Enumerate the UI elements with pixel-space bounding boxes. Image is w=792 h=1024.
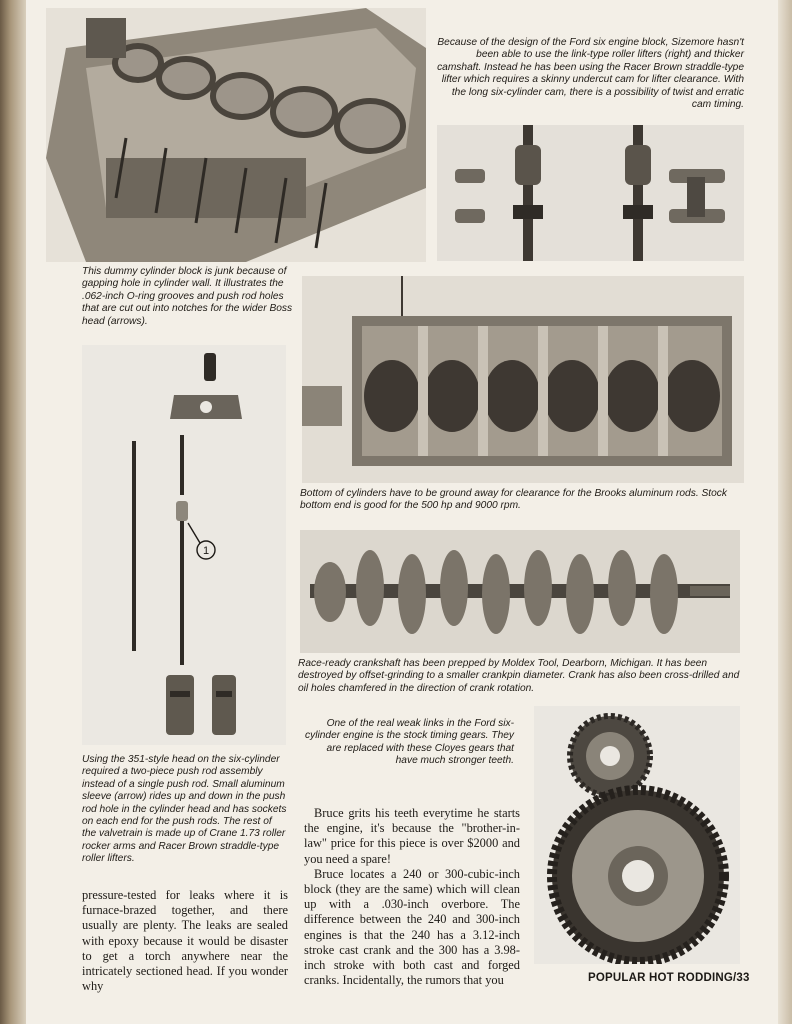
photo-cylinder-bottoms	[302, 276, 744, 483]
caption-timing-gears: One of the real weak links in the Ford six-cylinder engine is the stock timing gears. They are replaced with these Cloyes gears that have much stronger teeth.	[305, 718, 514, 767]
caption-lifters: Because of the design of the Ford six engine block, Sizemore hasn't been able to use the link-type roller lifters (right) and thicker camshaft. Instead he has been using the Racer Brown straddle-type lifter which requires a skinny undercut cam for lifter clearance. With the long six-cylinder cam, there is a possibility of twist and erratic cam timing.	[437, 37, 744, 111]
photo-timing-gears	[534, 706, 740, 964]
page-folio: POPULAR HOT RODDING/33	[588, 972, 750, 984]
photo-camshaft-lifters	[437, 125, 744, 261]
caption-pushrod: Using the 351-style head on the six-cylinder required a two-piece push rod assembly instead of a single push rod. Small aluminum sleeve (arrow) rides up and down in the push rod hole in the cylinder head and has sockets on each end for the push rods. The rest of the valvetrain is made up of Crane 1.73 roller rocker arms and Racer Brown straddle-type roller lifters.	[82, 754, 287, 865]
caption-bottom-cylinders: Bottom of cylinders have to be ground away for clearance for the Brooks aluminum rods. Stock bottom end is good for the 500 hp and 9000 rpm.	[300, 488, 727, 512]
photo-pushrod-assembly	[82, 345, 286, 745]
page-edge	[778, 0, 792, 1024]
body-text-left	[82, 888, 288, 994]
photo-engine-block	[46, 8, 426, 262]
page-gutter-shadow	[0, 0, 26, 1024]
caption-dummy-block: This dummy cylinder block is junk because of gapping hole in cylinder wall. It illustrates the .062-inch O-ring grooves and push rod holes that are cut out into notches for the wider Boss head (arrows).	[82, 266, 293, 327]
photo-crankshaft	[300, 530, 740, 653]
body-text-right	[304, 806, 520, 988]
body-paragraph: Bruce locates a 240 or 300-cubic-inch block (they are the same) which will clean up with a .030-inch overbore. The difference between the 240 and 300-inch engines is that the 240 has a 3.12-inch stroke cast crank and the 300 has a 3.98-inch stroke with both cast and forged cranks. Incidentally, the rumors that you	[304, 866, 520, 988]
body-paragraph: pressure-tested for leaks where it is furnace-brazed together, and there usually are plenty. The leaks are sealed with epoxy because it would be disaster to get a torch anywhere near the intricately sectioned head. If you wonder why	[82, 888, 288, 994]
callout-number: 1	[202, 545, 210, 557]
body-paragraph: Bruce grits his teeth everytime he starts the engine, it's because the "brother-in-law" price for this piece is over $2000 and you need a spare!	[304, 806, 520, 866]
caption-crankshaft: Race-ready crankshaft has been prepped by Moldex Tool, Dearborn, Michigan. It has been destroyed by offset-grinding to a smaller crankpin diameter. Crank has also been cross-drilled and oil holes chamfered in the direction of crank rotation.	[298, 658, 740, 694]
